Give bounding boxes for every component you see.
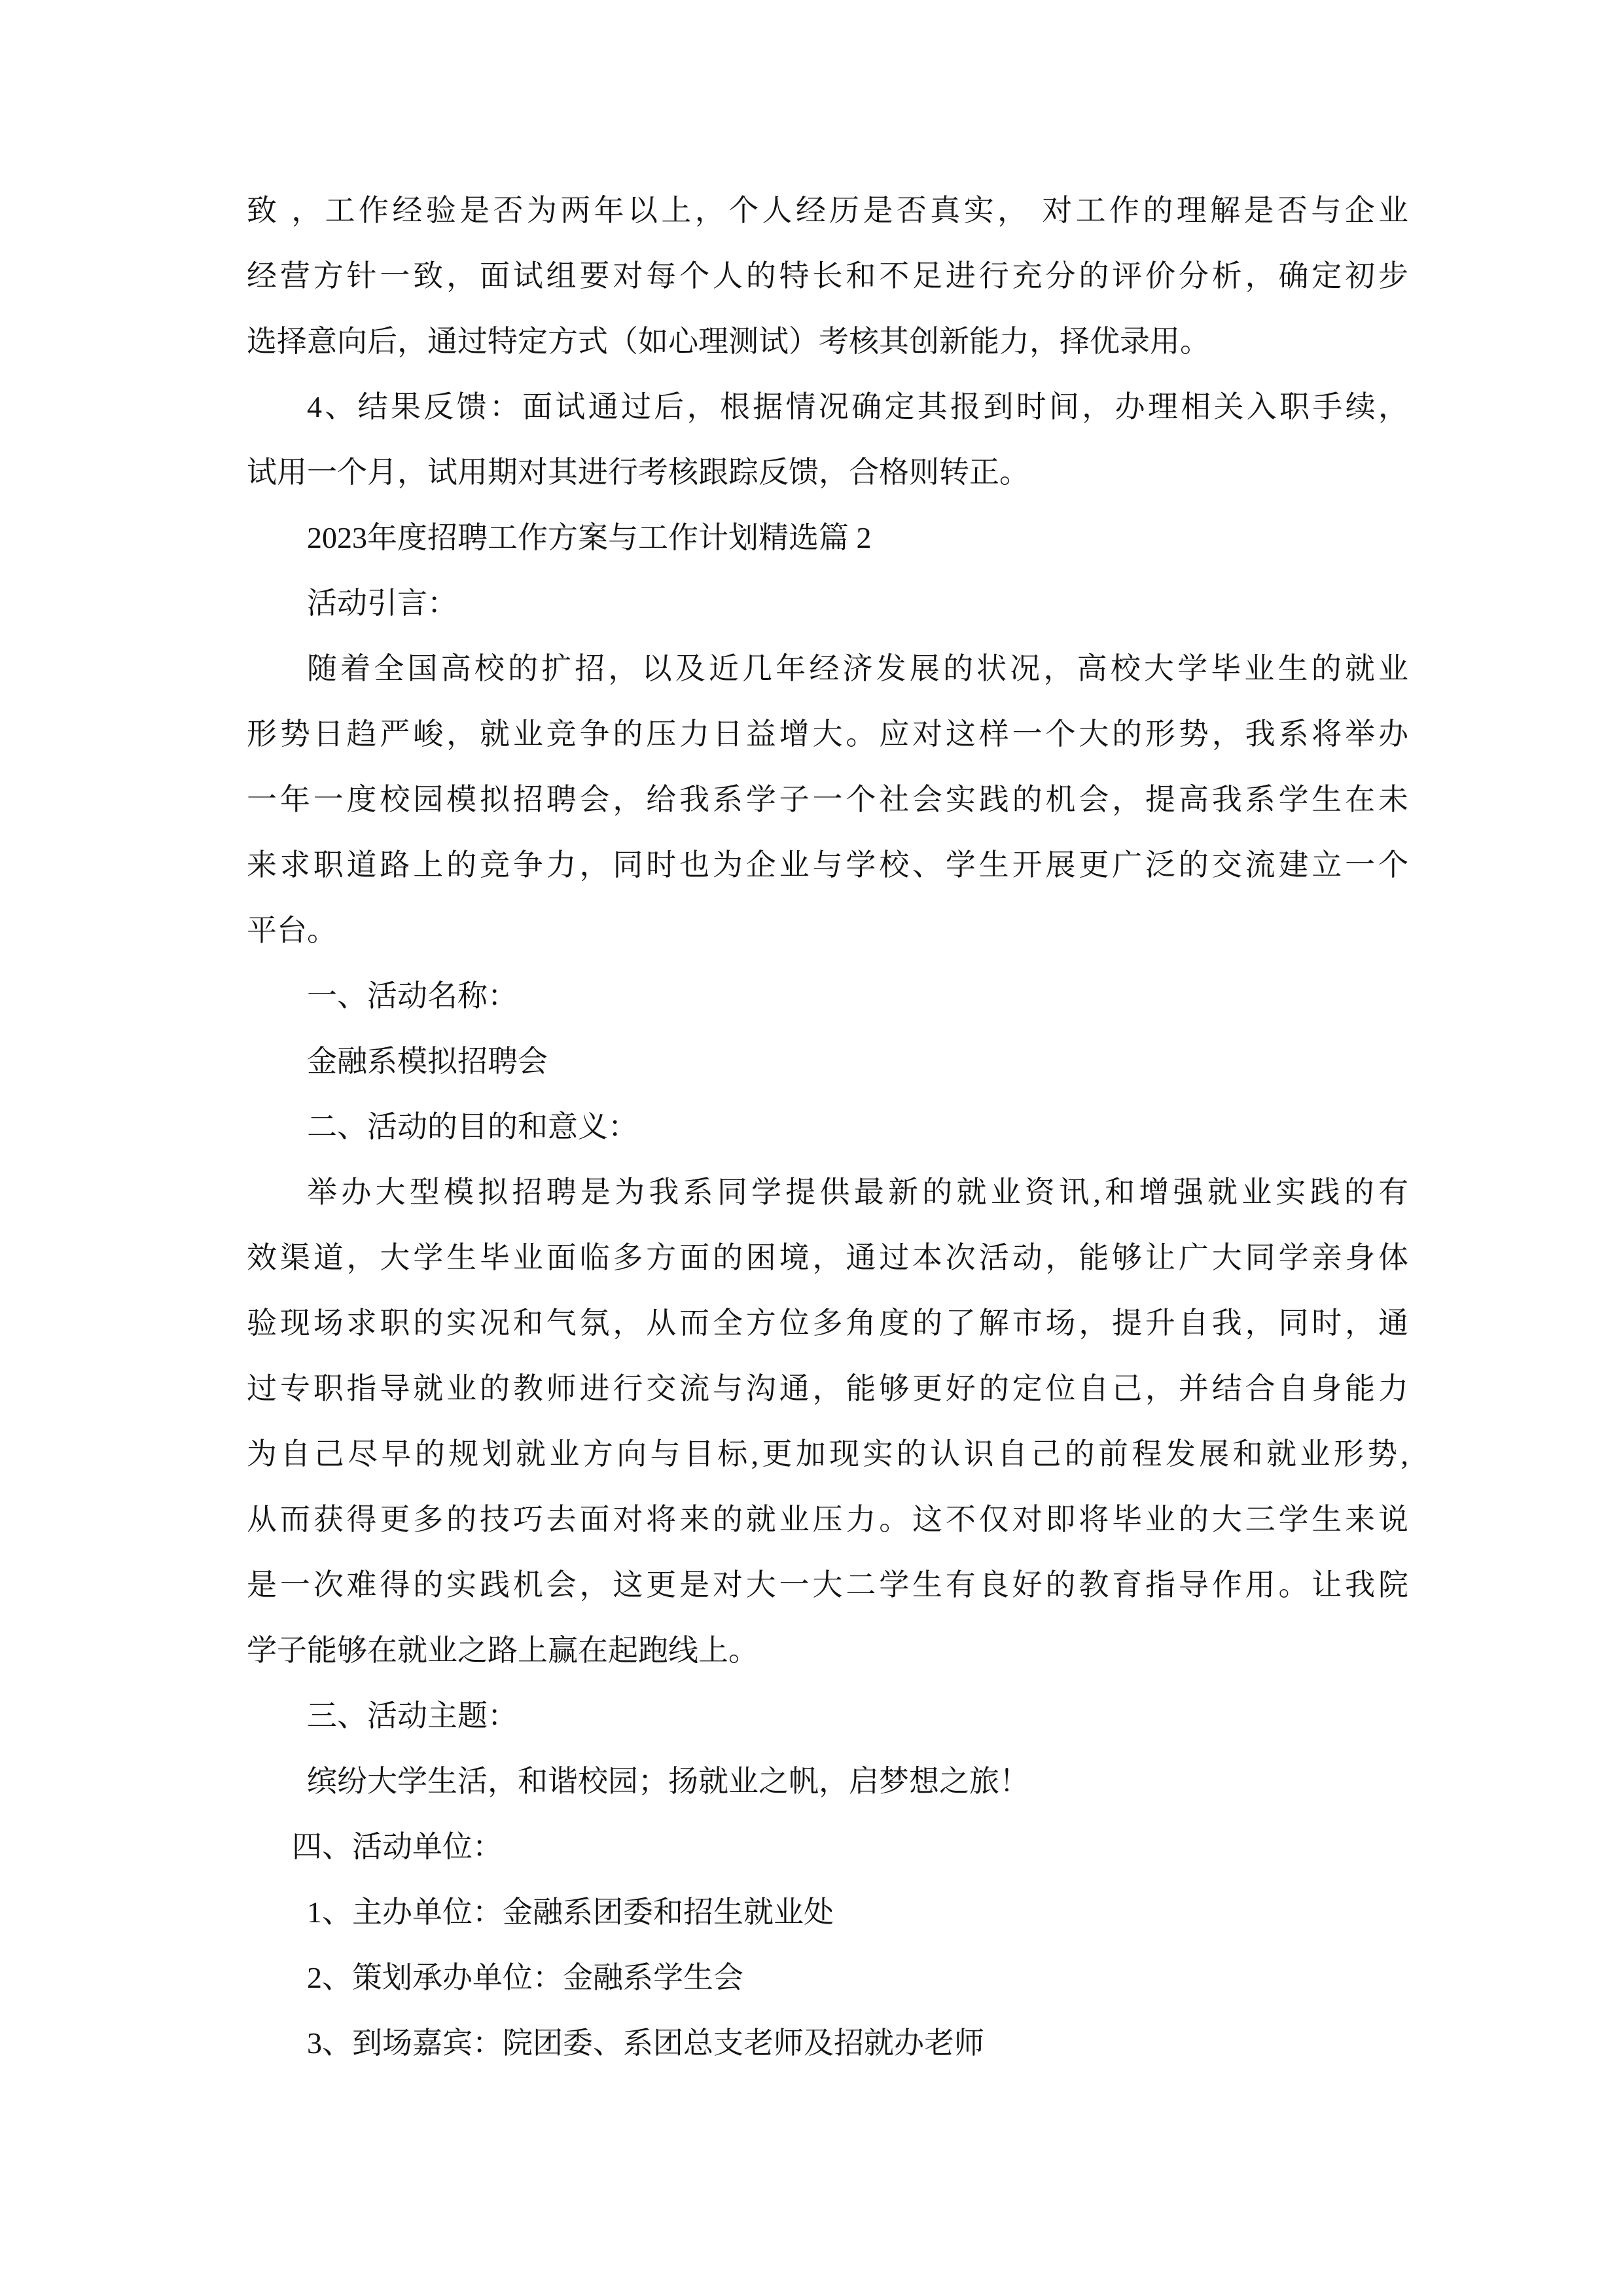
text-line: 为自己尽早的规划就业方向与目标,更加现实的认识自己的前程发展和就业形势,	[247, 1437, 1408, 1471]
text-line: 三、活动主题：	[307, 1699, 518, 1732]
text-line: 学子能够在就业之路上赢在起跑线上。	[247, 1634, 758, 1667]
text-line: 过专职指导就业的教师进行交流与沟通，能够更好的定位自己，并结合自身能力	[247, 1372, 1408, 1405]
text-line: 验现场求职的实况和气氛，从而全方位多角度的了解市场，提升自我，同时，通	[247, 1306, 1408, 1340]
text-line: 2、策划承办单位：金融系学生会	[307, 1961, 743, 1994]
text-line: 3、到场嘉宾：院团委、系团总支老师及招就办老师	[307, 2026, 984, 2060]
text-line: 活动引言：	[307, 586, 457, 620]
text-line: 随着全国高校的扩招，以及近几年经济发展的状况，高校大学毕业生的就业	[307, 652, 1408, 685]
text-line: 金融系模拟招聘会	[307, 1045, 548, 1078]
text-line: 平台。	[247, 914, 337, 947]
document-content	[247, 178, 1408, 2076]
text-line: 是一次难得的实践机会，这更是对大一大二学生有良好的教育指导作用。让我院	[247, 1568, 1408, 1602]
text-line: 从而获得更多的技巧去面对将来的就业压力。这不仅对即将毕业的大三学生来说	[247, 1503, 1408, 1536]
text-line: 经营方针一致，面试组要对每个人的特长和不足进行充分的评价分析，确定初步	[247, 259, 1408, 293]
text-line: 形势日趋严峻，就业竞争的压力日益增大。应对这样一个大的形势，我系将举办	[247, 717, 1408, 751]
text-line: 缤纷大学生活，和谐校园；扬就业之帆，启梦想之旅！	[307, 1765, 1029, 1798]
text-line: 1、主办单位：金融系团委和招生就业处	[307, 1895, 834, 1929]
text-line: 选择意向后，通过特定方式（如心理测试）考核其创新能力，择优录用。	[247, 325, 1210, 358]
text-line: 举办大型模拟招聘是为我系同学提供最新的就业资讯,和增强就业实践的有	[307, 1175, 1408, 1209]
text-line: 二、活动的目的和意义：	[307, 1110, 638, 1143]
text-line: 一、活动名称：	[307, 979, 518, 1013]
text-line: 来求职道路上的竞争力，同时也为企业与学校、学生开展更广泛的交流建立一个	[247, 848, 1408, 882]
text-line: 一年一度校园模拟招聘会，给我系学子一个社会实践的机会，提高我系学生在未	[247, 783, 1408, 816]
text-line: 致 ，工作经验是否为两年以上，个人经历是否真实， 对工作的理解是否与企业	[247, 194, 1408, 227]
text-line: 效渠道，大学生毕业面临多方面的困境，通过本次活动，能够让广大同学亲身体	[247, 1241, 1408, 1274]
text-line: 试用一个月，试用期对其进行考核跟踪反馈，合格则转正。	[247, 456, 1029, 489]
text-line: 4、结果反馈：面试通过后，根据情况确定其报到时间，办理相关入职手续，	[307, 390, 1408, 423]
text-line: 四、活动单位：	[292, 1830, 503, 1863]
text-line: 2023年度招聘工作方案与工作计划精选篇 2	[307, 521, 872, 554]
